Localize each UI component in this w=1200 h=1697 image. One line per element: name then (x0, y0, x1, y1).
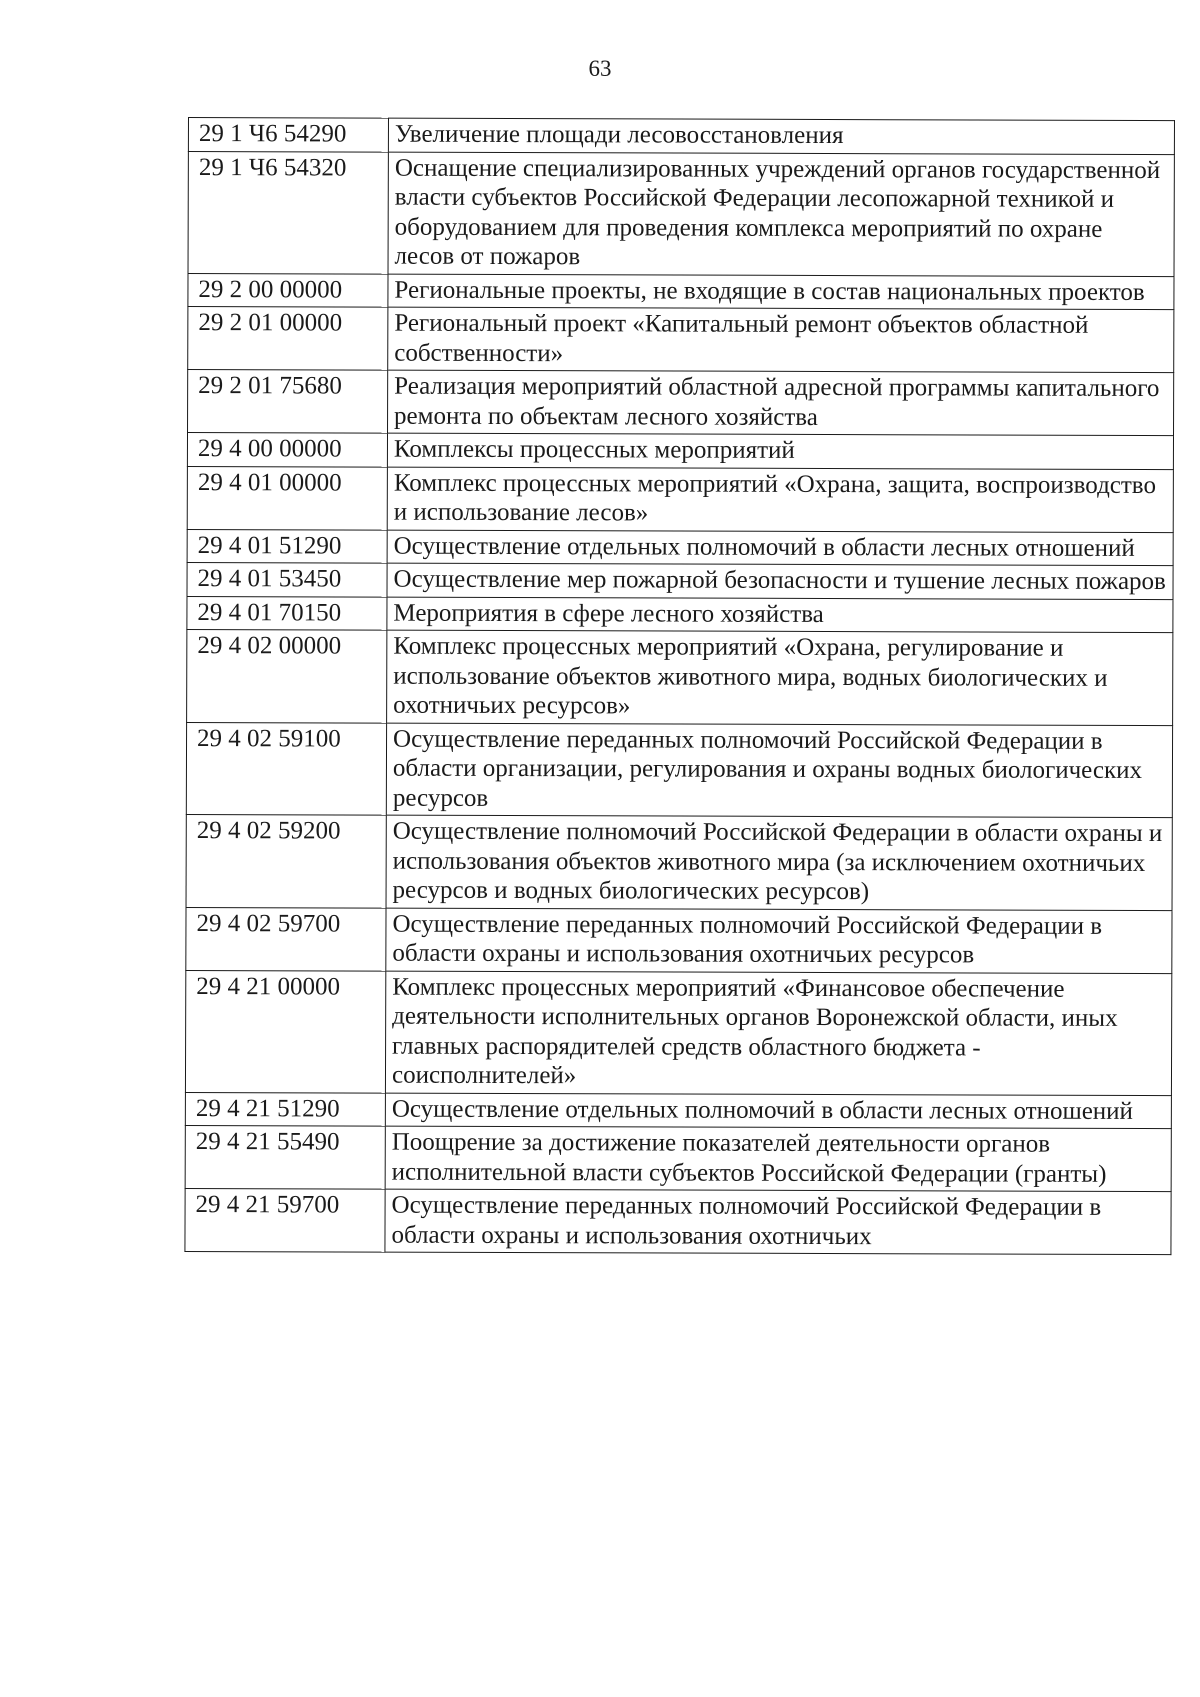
row-code: 29 4 21 55490 (185, 1125, 385, 1189)
row-code: 29 2 00 00000 (188, 273, 388, 307)
row-code: 29 4 02 00000 (187, 629, 387, 722)
row-code: 29 2 01 00000 (188, 307, 388, 371)
row-name: Осуществление отдельных полномочий в области лесных отношений (387, 530, 1173, 566)
row-name: Оснащение специализированных учреждений органов государственной власти субъектов Российской Федерации лесопожарной техникой и оборудованием для проведения комплекса мероприятий по охране лесов от пожаров (388, 152, 1174, 276)
row-code: 29 4 02 59700 (186, 907, 386, 971)
table-row (187, 466, 1173, 532)
row-name: Реализация мероприятий областной адресной программы капитального ремонта по объектам лесного хозяйства (388, 370, 1174, 435)
row-name: Осуществление отдельных полномочий в области лесных отношений (385, 1093, 1171, 1129)
row-code: 29 4 02 59100 (186, 722, 386, 815)
page-number: 63 (588, 56, 612, 81)
table-row (188, 370, 1174, 436)
row-name: Поощрение за достижение показателей деятельности органов исполнительной власти субъектов Российской Федерации (гранты) (385, 1126, 1171, 1191)
table-row (188, 151, 1174, 276)
table-row (187, 433, 1173, 470)
table-row (185, 1125, 1171, 1191)
row-name: Осуществление полномочий Российской Федерации в области охраны и использования объектов животного мира (за исключением охотничьих ресурсов и водных биологических ресурсов) (386, 815, 1172, 910)
row-name: Осуществление переданных полномочий Российской Федерации в области охраны и использования охотничьих (385, 1189, 1171, 1254)
row-name: Увеличение площади лесовосстановления (388, 118, 1174, 154)
row-code: 29 4 01 00000 (187, 466, 387, 530)
row-code: 29 4 01 53450 (187, 562, 387, 596)
table-row (186, 907, 1172, 973)
table-row (187, 629, 1173, 725)
row-code: 29 1 Ч6 54290 (188, 118, 388, 152)
row-name: Комплекс процессных мероприятий «Охрана, защита, воспроизводство и использование лесов» (387, 467, 1173, 532)
budget-classification-table (184, 117, 1175, 1255)
table-row (185, 970, 1171, 1095)
row-name: Осуществление мер пожарной безопасности и тушение лесных пожаров (387, 563, 1173, 599)
row-code: 29 4 21 59700 (185, 1188, 385, 1252)
row-name: Осуществление переданных полномочий Российской Федерации в области организации, регулирования и охраны водных биологических ресурсов (386, 723, 1172, 818)
row-name: Региональные проекты, не входящие в состав национальных проектов (388, 274, 1174, 310)
table-row (185, 1188, 1171, 1254)
row-code: 29 4 00 00000 (187, 433, 387, 467)
row-code: 29 4 21 00000 (185, 970, 385, 1093)
row-code: 29 4 02 59200 (186, 814, 386, 907)
row-name: Комплекс процессных мероприятий «Финансовое обеспечение деятельности исполнительных органов Воронежской области, иных главных распорядителей средств областного бюджета - соисполнителей» (385, 971, 1171, 1095)
row-name: Мероприятия в сфере лесного хозяйства (387, 597, 1173, 633)
table-row (185, 1092, 1171, 1129)
row-name: Региональный проект «Капитальный ремонт объектов областной собственности» (388, 307, 1174, 372)
row-name: Комплекс процессных мероприятий «Охрана, регулирование и использование объектов животного мира, водных биологических и охотничьих ресурсов» (387, 630, 1173, 725)
row-name: Осуществление переданных полномочий Российской Федерации в области охраны и использования охотничьих ресурсов (386, 908, 1172, 973)
row-code: 29 4 01 51290 (187, 529, 387, 563)
table-row (186, 814, 1172, 910)
row-code: 29 1 Ч6 54320 (188, 151, 388, 274)
table-row (188, 273, 1174, 310)
row-code: 29 2 01 75680 (188, 370, 388, 434)
row-name: Комплексы процессных мероприятий (387, 433, 1173, 469)
table-row (187, 529, 1173, 566)
table-row (186, 722, 1172, 818)
table-row (188, 307, 1174, 373)
row-code: 29 4 21 51290 (185, 1092, 385, 1126)
table-row (187, 562, 1173, 599)
row-code: 29 4 01 70150 (187, 596, 387, 630)
table-row (188, 118, 1174, 155)
table-row (187, 596, 1173, 633)
